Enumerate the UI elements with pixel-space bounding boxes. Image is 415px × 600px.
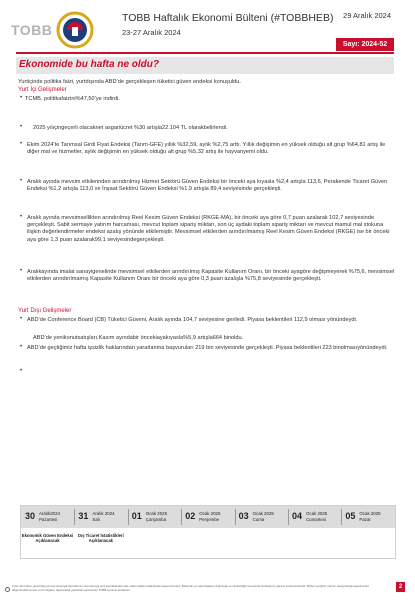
domestic-item: Aralıkayında imalat sanayigenelinde mevsimsel etkilerden arındırılmış Kapasite Kullanım Oranı, bir önceki ayagöre değişmeyerek %75,6, mevsimsel etkilerden arındırılmamış Kapasite Kullanım Oranı bir önceki aya göre 0,3 puan azalışla %75,8 seviyesinde gerçekleşti.: [27, 269, 395, 283]
calendar-month: Ocak 2025: [199, 511, 221, 516]
calendar-day-number: 30: [25, 511, 36, 521]
calendar-weekday: Pazar: [359, 517, 371, 522]
calendar-day: [74, 506, 127, 528]
calendar-weekday: Cuma: [252, 517, 265, 522]
calendar-day: [288, 506, 341, 528]
domestic-item: 2025 yılıçingeçerli olacaknet asgariücret %30 artışla22.104 TL olarakbelirlendi.: [33, 125, 228, 131]
bulletin-week: 23-27 Aralık 2024: [122, 28, 181, 37]
calendar-day-number: 01: [131, 511, 142, 521]
domestic-item: Aralık ayında mevsim etkilerinden arındırılmış Hizmet Sektörü Güven Endeksi bir önceki aya kıyasla %2,4 artışla 113,6, Perakende Ticaret Güven Endeksi %1,2 artışla 113,0 ve İnşaat Sektörü Güven Endeksi %1,9 artışla 89,4 seviyesinde gerçekleşti.: [27, 179, 388, 193]
calendar-day: [341, 506, 394, 528]
calendar-day: [181, 506, 234, 528]
issue-badge: Sayı: 2024-52: [336, 38, 394, 51]
tobb-emblem-icon: [55, 10, 95, 50]
domestic-heading: Yurt İçi Gelişmeler: [18, 87, 67, 93]
calendar-event: Ekonomik Güven Endeksi Açıklanacak: [21, 533, 74, 544]
bullet: •: [20, 368, 23, 374]
bullet: •: [20, 178, 23, 184]
calendar-month: Ocak 2025: [359, 511, 381, 516]
bullet: •: [20, 268, 23, 274]
calendar-month: Aralık2024: [39, 511, 60, 516]
calendar-day-number: 02: [185, 511, 196, 521]
calendar-month: Ocak 2025: [306, 511, 328, 516]
bullet: •: [20, 95, 23, 101]
bulletin-header: [0, 0, 415, 58]
calendar-weekday: Perşembe: [199, 517, 220, 522]
bullet: •: [20, 316, 23, 322]
calendar-day-number: 04: [292, 511, 303, 521]
foreign-item: ABD’de yenikonutsatışları,Kasım ayındabir öncekiayakıyasla%5,9 artışla664 binoldu.: [33, 335, 244, 341]
calendar-day-number: 31: [78, 511, 89, 521]
calendar-weekday: Çarşamba: [145, 517, 167, 522]
page-footer: [0, 565, 415, 600]
bullet: •: [20, 344, 23, 350]
foreign-item: ABD’de Conference Board (CB) Tüketici Güveni, Aralık ayında 104,7 seviyesine geriledi. Piyasa beklentileri 112,9 olması yönündeydi.: [27, 317, 358, 323]
tobb-logo: [11, 8, 115, 52]
bullet: •: [20, 141, 23, 147]
calendar-month: Aralık 2024: [92, 511, 115, 516]
weekly-calendar: [20, 505, 396, 559]
calendar-day: [128, 506, 181, 528]
calendar-day: [21, 506, 74, 528]
calendar-event: Dış Ticaret İstatistikleri Açıklanacak: [78, 533, 124, 544]
calendar-month: Ocak 2025: [252, 511, 274, 516]
calendar-weekday: Cumartesi: [306, 517, 327, 522]
calendar-header: [21, 506, 395, 528]
header-divider: [16, 52, 394, 54]
bulletin-title: TOBB Haftalık Ekonomi Bülteni (#TOBBHEB): [122, 12, 334, 24]
info-icon: [5, 587, 10, 592]
foreign-heading: Yurt Dışı Gelişmeler: [18, 308, 72, 314]
intro-text: Yurtiçinde politika faizi, yurtdışında ABD’de gerçekleşen tüketici güven endeksi konuşuldu.: [18, 79, 241, 85]
page-number: 2: [396, 582, 405, 592]
calendar-weekday: Salı: [92, 517, 100, 522]
disclaimer-text: Uyarı: Bu bülten genel bilgi vermek amacıyla hazırlanmış olup kamuya açık kaynaklardan elde edilen bilgiler kullanılarak oluşturulmuştur. Bültende yer alan bilgilerin doğruluğu ve eksiksizliği konusunda herhangi bir garanti verilmemektedir. Bülten içeriğinin yatırım danışmanlığı kapsamında değerlendirilmemesi ve bu bilgilere dayanılarak yapılacak işlemlerden TOBB sorumlu tutulamaz.: [12, 584, 369, 592]
bullet: •: [20, 214, 23, 220]
domestic-item: Aralık ayında mevsimsellikten arındırılmış Reel Kesim Güven Endeksi (RKGE-MA), bir önceki aya göre 0,7 puan azalarak 102,7 seviyesinde gerçekleşti. Sabit sermaye yatırım harcaması, mevcut toplam sipariş miktarı, son üç aydaki toplam sipariş miktarı ve mevcut mamul mal stokuna ilişkin değerlendirmeler endeksi azalış yönünde etkilemiştir. Mevsimsel etkilerden arındırılmamış Reel Kesim Güven Endeksi (RKGE) ise bir önceki aya göre 1,3 puan azalarak99,1 seviyesindegerçekleşti.: [27, 215, 390, 243]
logo-text: TOBB: [11, 22, 53, 38]
section-banner: [16, 57, 394, 74]
banner-title: Ekonomide bu hafta ne oldu?: [19, 59, 159, 70]
domestic-item: TCMB, politikafaizini%47,50’ye indirdi.: [25, 96, 120, 102]
bullet: •: [20, 124, 23, 130]
calendar-day: [235, 506, 288, 528]
calendar-day-number: 05: [345, 511, 356, 521]
foreign-item: ABD’de geçtiğimiz hafta işsizlik haklarından yararlanma başvuruları 219 bin seviyesinde gerçekleşti. Piyasa beklentileri 223 binolmasıyönündeydi.: [27, 345, 388, 351]
calendar-weekday: Pazartesi: [39, 517, 58, 522]
domestic-item: Ekim 2024’te Tarımsal Girdi Fiyat Endeksi (Tarım-GFE) yıllık %32,59, aylık %2,75 arttı. Yıllık değişimin en yüksek olduğu alt grup %64,81 artış ile diğer mal ve hizmetler, aylık değişimin en yüksek olduğu alt grup %5,32 artış ile hayvanyemi oldu.: [27, 142, 386, 156]
bulletin-date: 29 Aralık 2024: [343, 11, 391, 20]
calendar-day-number: 03: [238, 511, 249, 521]
calendar-month: Ocak 2025: [145, 511, 168, 516]
